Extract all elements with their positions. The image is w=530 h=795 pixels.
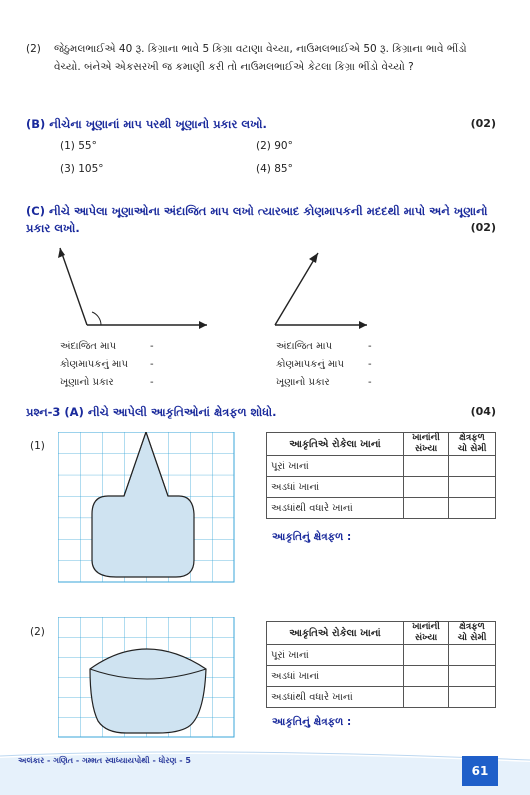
angle2-fill-block: અંદાજિત માપ - કોણમાપકનું માપ - ખૂણાનો પ્રકાર - <box>276 341 372 388</box>
row-label: અડધાંથી વધારે ખાનાં <box>267 687 404 708</box>
row-label: અડધાંથી વધારે ખાનાં <box>267 498 404 519</box>
figure-2-shape <box>90 649 206 733</box>
angle-type-label: ખૂણાનો પ્રકાર <box>276 377 330 388</box>
area-cell[interactable] <box>449 645 496 666</box>
question-3-marks: (04) <box>470 405 496 418</box>
area-cell[interactable] <box>449 687 496 708</box>
area-cell[interactable] <box>449 477 496 498</box>
row-label: અડધાં ખાનાં <box>267 477 404 498</box>
area-cell[interactable] <box>449 666 496 687</box>
figure-2-area-label: આકૃતિનું ક્ષેત્રફળ : <box>272 716 352 728</box>
option-4: (4) 85° <box>256 163 293 175</box>
question-text: જેઠુમલભાઈએ 40 રૂ. કિગ્રાના ભાવે 5 કિગ્રા વટાણા વેચ્યા, નાઉમલભાઈએ 50 રૂ. કિગ્રાના ભાવે ભીંડો વેચ્યો. બંનેએ એકસરખી જ કમાણી કરી તો નાઉમલભાઈએ કેટલા કિગ્રા ભીંડો વેચ્યો ? <box>54 43 467 73</box>
row-label: અડધાં ખાનાં <box>267 666 404 687</box>
figure-1-number: (1) <box>30 440 45 452</box>
estimated-label: અંદાજિત માપ <box>60 341 117 352</box>
row-label: પૂરાં ખાનાં <box>267 645 404 666</box>
protractor-label: કોણમાપકનું માપ <box>276 359 344 370</box>
header-area: ક્ષેત્રફળ ચો સેમી <box>449 622 496 645</box>
count-cell[interactable] <box>404 498 449 519</box>
option-1: (1) 55° <box>60 140 97 152</box>
angle1-fill-block: અંદાજિત માપ - કોણમાપકનું માપ - ખૂણાનો પ્રકાર - <box>60 341 154 388</box>
count-cell[interactable] <box>404 687 449 708</box>
count-cell[interactable] <box>404 666 449 687</box>
row-label: પૂરાં ખાનાં <box>267 456 404 477</box>
figure-2-number: (2) <box>30 626 45 638</box>
question-number: (2) <box>26 43 41 55</box>
section-b-title: (B) નીચેના ખૂણાનાં માપ પરથી ખૂણાનો પ્રકાર લખો. <box>26 117 267 131</box>
option-2: (2) 90° <box>256 140 293 152</box>
area-cell[interactable] <box>449 456 496 477</box>
question-3-heading <box>26 405 276 420</box>
figure-1-area-label: આકૃતિનું ક્ષેત્રફળ : <box>272 531 352 543</box>
footer-text: અલંકાર - ગણિત - ગમ્મત સ્વાધ્યાયપોથી - ધોરણ - 5 <box>18 756 191 765</box>
area-cell[interactable] <box>449 498 496 519</box>
section-c-title: (C) નીચે આપેલા ખૂણાઓના અંદાજિત માપ લખો ત્યારબાદ કોણમાપકની મદદથી માપો અને ખૂણાનો પ્રકાર લખો. <box>26 204 488 235</box>
acute-angle <box>275 253 367 329</box>
question-3-title: પ્રશ્ન-3 (A) નીચે આપેલી આકૃતિઓનાં ક્ષેત્રફળ શોધો. <box>26 405 277 419</box>
header-cells: આકૃતિએ રોકેલા ખાનાં <box>267 622 404 645</box>
page-number: 61 <box>462 756 498 786</box>
header-area: ક્ષેત્રફળ ચો સેમી <box>449 433 496 456</box>
count-cell[interactable] <box>404 477 449 498</box>
figure-1-table <box>266 432 496 519</box>
count-cell[interactable] <box>404 645 449 666</box>
section-b-marks: (02) <box>470 117 496 130</box>
protractor-label: કોણમાપકનું માપ <box>60 359 128 370</box>
header-count: ખાનાંની સંખ્યા <box>404 622 449 645</box>
count-cell[interactable] <box>404 456 449 477</box>
header-cells: આકૃતિએ રોકેલા ખાનાં <box>267 433 404 456</box>
figure-2-table <box>266 621 496 708</box>
estimated-label: અંદાજિત માપ <box>276 341 333 352</box>
option-3: (3) 105° <box>60 163 104 175</box>
figure-1-grid <box>58 432 236 584</box>
section-c-marks: (02) <box>470 221 496 234</box>
header-count: ખાનાંની સંખ્યા <box>404 433 449 456</box>
obtuse-angle <box>58 248 207 329</box>
figure-2-grid <box>58 617 236 739</box>
angle-type-label: ખૂણાનો પ્રકાર <box>60 377 114 388</box>
